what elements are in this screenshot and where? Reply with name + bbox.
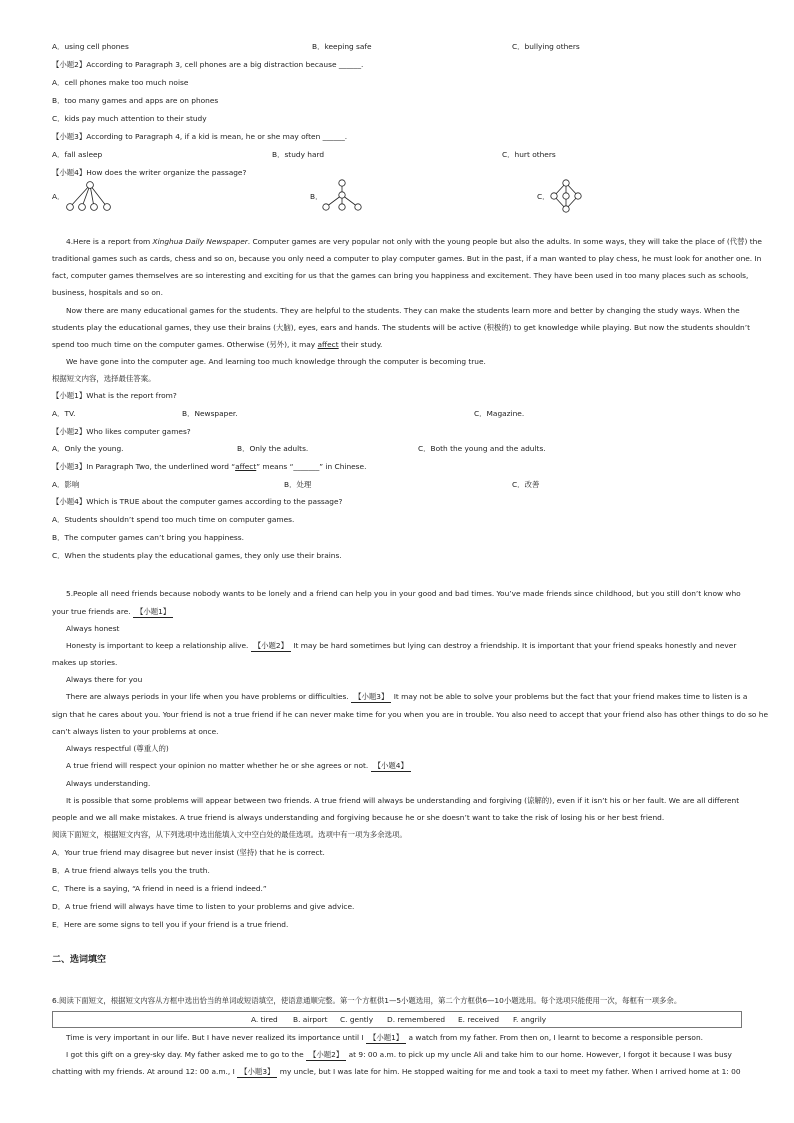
p4-q3-option-a: A．影响 — [52, 480, 80, 489]
passage5-subheading: Always understanding. — [66, 779, 151, 788]
q3-sub2-option-c: C．kids pay much attention to their study — [52, 114, 207, 123]
diagram-b-node-1 — [339, 180, 345, 186]
diagram-a-node-3 — [79, 204, 86, 211]
section-heading: 二、选词填空 — [52, 955, 107, 965]
q3-option-b: B．keeping safe — [312, 42, 372, 51]
diagram-b-node-4 — [339, 204, 345, 210]
passage5-line: There are always periods in your life when you have problems or difficulties. 【小题3】 It may not be able to solve your problems but the fact that your friend makes time to listen is a — [66, 692, 748, 701]
p4-q4-option-b: B．The computer games can’t bring you happiness. — [52, 533, 244, 542]
passage5-line: sign that he cares about you. Your friend is not a true friend if he can never make time for you when you are in trouble. You also need to accept that your friend also has other things to do so he — [52, 710, 769, 719]
passage5-subheading: Always honest — [66, 624, 120, 633]
diagram-b-node-2 — [339, 192, 345, 198]
p4-q1-stem: 【小题1】What is the report from? — [52, 391, 177, 400]
p5-option-c: C．There is a saying, “A friend in need is a friend indeed.” — [52, 884, 267, 893]
p4-q2-stem: 【小题2】Who likes computer games? — [52, 427, 191, 436]
blank-3[interactable]: 【小题3】 — [351, 692, 391, 703]
passage4-line: business, hospitals and so on. — [52, 288, 163, 297]
structure-diagram-a — [62, 178, 114, 214]
q3-sub4-option-c: C． — [537, 192, 550, 201]
p5-option-d: D．A true friend will always have time to listen to your problems and give advice. — [52, 902, 355, 911]
passage4-line: We have gone into the computer age. And learning too much knowledge through the computer is becoming true. — [66, 357, 486, 366]
blank-1[interactable]: 【小题1】 — [366, 1033, 406, 1044]
word-option: F. angrily — [513, 1015, 547, 1024]
passage5-line: Honesty is important to keep a relationship alive. 【小题2】 It may be hard sometimes but lying can destroy a friendship. It is important that your friend speaks honestly and never — [66, 641, 737, 650]
diagram-b-node-5 — [355, 204, 361, 210]
word-option: B. airport — [293, 1015, 328, 1024]
q3-option-a: A．using cell phones — [52, 42, 129, 51]
word-option: A. tired — [251, 1015, 278, 1024]
passage5-line: can’t always listen to your problems at once. — [52, 727, 219, 736]
p4-q4-stem: 【小题4】Which is TRUE about the computer games according to the passage? — [52, 497, 343, 506]
passage4-line: students play the educational games, they use their brains (大脑), eyes, ears and hands. The students will be active (积极的) to get knowledge while playing. But now the students shouldn’t — [52, 323, 750, 332]
passage5-line: makes up stories. — [52, 658, 118, 667]
structure-diagram-c — [546, 178, 586, 214]
diagram-c-node-4 — [575, 193, 581, 199]
diagram-c-node-1 — [563, 180, 569, 186]
passage5-line: A true friend will respect your opinion no matter whether he or she agrees or not. 【小题4】 — [66, 761, 411, 772]
q3-sub2-option-b: B．too many games and apps are on phones — [52, 96, 219, 105]
passage4-line: 4.Here is a report from Xinghua Daily Newspaper. Computer games are very popular not only with the young people but also the adults. In some ways, they will take the place of (代替) the — [66, 237, 762, 246]
blank-2[interactable]: 【小题2】 — [306, 1050, 346, 1061]
q3-sub4-option-a: A． — [52, 192, 65, 201]
word-option: D. remembered — [387, 1015, 446, 1024]
q3-sub4-stem: 【小题4】How does the writer organize the passage? — [52, 168, 247, 177]
p4-q4-option-c: C．When the students play the educational games, they only use their brains. — [52, 551, 342, 560]
passage4-instruction: 根据短文内容，选择最佳答案。 — [52, 374, 156, 383]
diagram-c-node-5 — [563, 206, 569, 212]
word-option: C. gently — [340, 1015, 374, 1024]
passage5-instruction: 阅读下面短文，根据短文内容，从下列选项中选出能填入文中空白处的最佳选项。选项中有一项为多余选项。 — [52, 830, 407, 839]
word-option: E. received — [458, 1015, 500, 1024]
passage6-line: Time is very important in our life. But I have never realized its importance until I 【小题1】 a watch from my father. From then on, I learnt to become a responsible person. — [66, 1033, 703, 1042]
p4-q3-stem: 【小题3】In Paragraph Two, the underlined word “affect” means “_______” in Chinese. — [52, 462, 367, 471]
q6-instruction: 6.阅读下面短文，根据短文内容从方框中选出恰当的单词或短语填空，使语意通顺完整。第一个方框供1—5小题选用，第二个方框供6—10小题选用。每个选项只能使用一次，每框有一项多余。 — [52, 996, 682, 1005]
passage4-line: fact, computer games themselves are so interesting and exciting for us that the games can bring you happiness and excitement. They have been used in too many places such as schools, — [52, 271, 749, 280]
q3-sub2-stem: 【小题2】According to Paragraph 3, cell phones are a big distraction because ______. — [52, 60, 364, 69]
blank-3[interactable]: 【小题3】 — [237, 1067, 277, 1078]
passage5-line: your true friends are. 【小题1】 — [52, 607, 173, 618]
p5-option-e: E．Here are some signs to tell you if your friend is a true friend. — [52, 920, 289, 929]
p4-q3-option-b: B．处理 — [284, 480, 312, 489]
p4-q1-option-a: A．TV. — [52, 409, 76, 418]
q3-sub4-option-b: B． — [310, 192, 323, 201]
blank-1[interactable]: 【小题1】 — [133, 607, 173, 618]
p4-q3-option-c: C．改善 — [512, 480, 540, 489]
diagram-c-node-3 — [563, 193, 569, 199]
diagram-a-node-5 — [104, 204, 111, 211]
blank-4[interactable]: 【小题4】 — [371, 761, 411, 772]
p4-q1-option-c: C．Magazine. — [474, 409, 525, 418]
p4-q4-option-a: A．Students shouldn’t spend too much time on computer games. — [52, 515, 295, 524]
p5-option-b: B．A true friend always tells you the truth. — [52, 866, 210, 875]
passage4-line: traditional games such as cards, chess and so on, because you only need a computer to play computer games. But in the past, if a man wanted to play chess, he must look for another one. In — [52, 254, 762, 263]
passage5-subheading: Always respectful (尊重人的) — [66, 744, 169, 753]
passage5-line: 5.People all need friends because nobody wants to be lonely and a friend can help you in your good and bad times. You’ve made friends since childhood, but you still don’t know who — [66, 589, 741, 598]
passage5-subheading: Always there for you — [66, 675, 143, 684]
blank-2[interactable]: 【小题2】 — [251, 641, 291, 652]
q3-sub2-option-a: A．cell phones make too much noise — [52, 78, 189, 87]
passage6-line: chatting with my friends. At around 12: 00 a.m., I 【小题3】 my uncle, but I was late for him. He stopped waiting for me and took a taxi to meet my father. When I arrived home at 1: 00 — [52, 1067, 741, 1076]
passage5-line: It is possible that some problems will appear between two friends. A true friend will always be understanding and forgiving (谅解的), even if it isn’t his or her fault. We are all different — [66, 796, 740, 805]
q3-sub3-option-c: C．hurt others — [502, 150, 556, 159]
structure-diagram-b — [318, 178, 366, 214]
passage6-line: I got this gift on a grey-sky day. My father asked me to go to the 【小题2】 at 9: 00 a.m. to pick up my uncle Ali and take him to our home. However, I forgot it because I was busy — [66, 1050, 732, 1059]
q3-option-c: C．bullying others — [512, 42, 580, 51]
p4-q2-option-b: B．Only the adults. — [237, 444, 309, 453]
passage4-line: Now there are many educational games for the students. They are helpful to the students. They can make the students learn more and better by changing the study ways. When the — [66, 306, 740, 315]
diagram-a-node-4 — [91, 204, 98, 211]
q3-sub3-stem: 【小题3】According to Paragraph 4, if a kid is mean, he or she may often ______. — [52, 132, 348, 141]
word-box — [52, 1011, 742, 1028]
passage5-line: people and we all make mistakes. A true friend is always understanding and forgiving because he or she doesn’t want to take the risk of losing his or her best friend. — [52, 813, 665, 822]
passage4-line: spend too much time on the computer games. Otherwise (另外), it may affect their study. — [52, 340, 383, 349]
diagram-a-node-2 — [67, 204, 74, 211]
diagram-a-node-1 — [87, 182, 94, 189]
p5-option-a: A．Your true friend may disagree but never insist (坚持) that he is correct. — [52, 848, 325, 857]
diagram-b-node-3 — [323, 204, 329, 210]
diagram-c-node-2 — [551, 193, 557, 199]
p4-q2-option-a: A．Only the young. — [52, 444, 124, 453]
q3-sub3-option-a: A．fall asleep — [52, 150, 103, 159]
p4-q1-option-b: B．Newspaper. — [182, 409, 238, 418]
p4-q2-option-c: C．Both the young and the adults. — [418, 444, 546, 453]
q3-sub3-option-b: B．study hard — [272, 150, 325, 159]
